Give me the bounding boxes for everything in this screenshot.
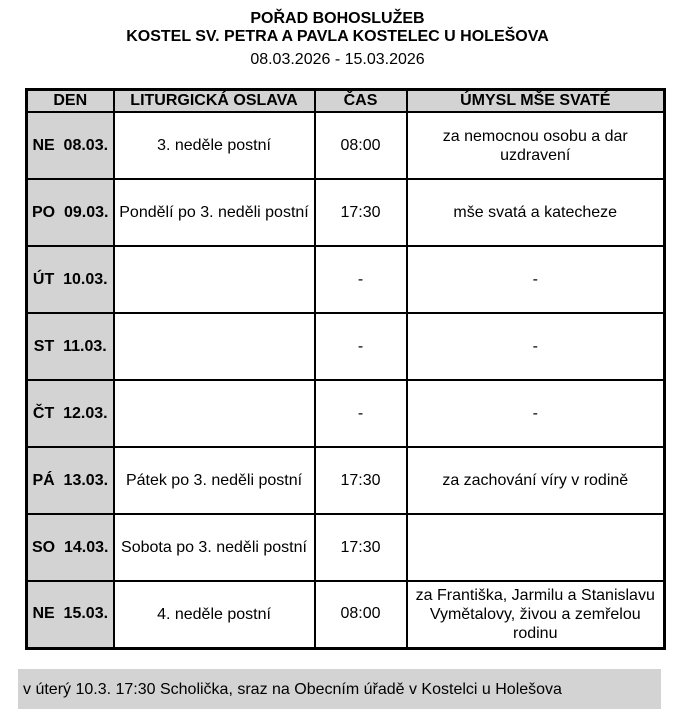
celebration-cell [114,313,315,380]
time-cell: - [315,313,407,380]
time-cell: 08:00 [315,581,407,648]
day-cell: NE 15.03. [27,581,114,648]
day-cell: PÁ 13.03. [27,447,114,514]
intention-cell [407,514,665,581]
time-cell: - [315,246,407,313]
intention-cell: za Františka, Jarmilu a Stanislavu Vymětalovy, živou a zemřelou rodinu [407,581,665,648]
schedule-table-header [27,90,665,113]
intention-cell: - [407,380,665,447]
day-cell: NE 08.03. [27,112,114,179]
celebration-cell: Pondělí po 3. neděli postní [114,179,315,246]
table-row [27,246,665,313]
table-row [27,581,665,648]
intention-cell: - [407,313,665,380]
intention-cell: za nemocnou osobu a dar uzdravení [407,112,665,179]
schedule-table-body [27,112,665,648]
column-header-intention: ÚMYSL MŠE SVATÉ [407,90,665,113]
column-header-celebration: LITURGICKÁ OSLAVA [114,90,315,113]
table-row [27,313,665,380]
intention-cell: mše svatá a katecheze [407,179,665,246]
footer-note-bar [18,669,661,709]
time-cell: 17:30 [315,447,407,514]
celebration-cell: 3. neděle postní [114,112,315,179]
day-cell: PO 09.03. [27,179,114,246]
celebration-cell: 4. neděle postní [114,581,315,648]
time-cell: 17:30 [315,179,407,246]
table-row [27,514,665,581]
celebration-cell: Pátek po 3. neděli postní [114,447,315,514]
page-title: POŘAD BOHOSLUŽEB [250,10,425,27]
time-cell: 08:00 [315,112,407,179]
celebration-cell: Sobota po 3. neděli postní [114,514,315,581]
column-header-time: ČAS [315,90,407,113]
celebration-cell [114,380,315,447]
day-cell: SO 14.03. [27,514,114,581]
table-row [27,380,665,447]
day-cell: ÚT 10.03. [27,246,114,313]
time-cell: 17:30 [315,514,407,581]
intention-cell: za zachování víry v rodině [407,447,665,514]
document-header [0,10,675,69]
table-row [27,179,665,246]
celebration-cell [114,246,315,313]
time-cell: - [315,380,407,447]
table-row [27,447,665,514]
intention-cell: - [407,246,665,313]
page-subtitle: KOSTEL SV. PETRA A PAVLA KOSTELEC U HOLEŠOVA [126,28,549,45]
schedule-table [25,88,666,650]
date-range: 08.03.2026 - 15.03.2026 [250,51,425,68]
footer-note: v úterý 10.3. 17:30 Scholička, sraz na Obecním úřadě v Kostelci u Holešova [23,680,562,698]
day-cell: ČT 12.03. [27,380,114,447]
day-cell: ST 11.03. [27,313,114,380]
column-header-day: DEN [27,90,114,113]
table-row [27,112,665,179]
header-row [27,90,665,113]
